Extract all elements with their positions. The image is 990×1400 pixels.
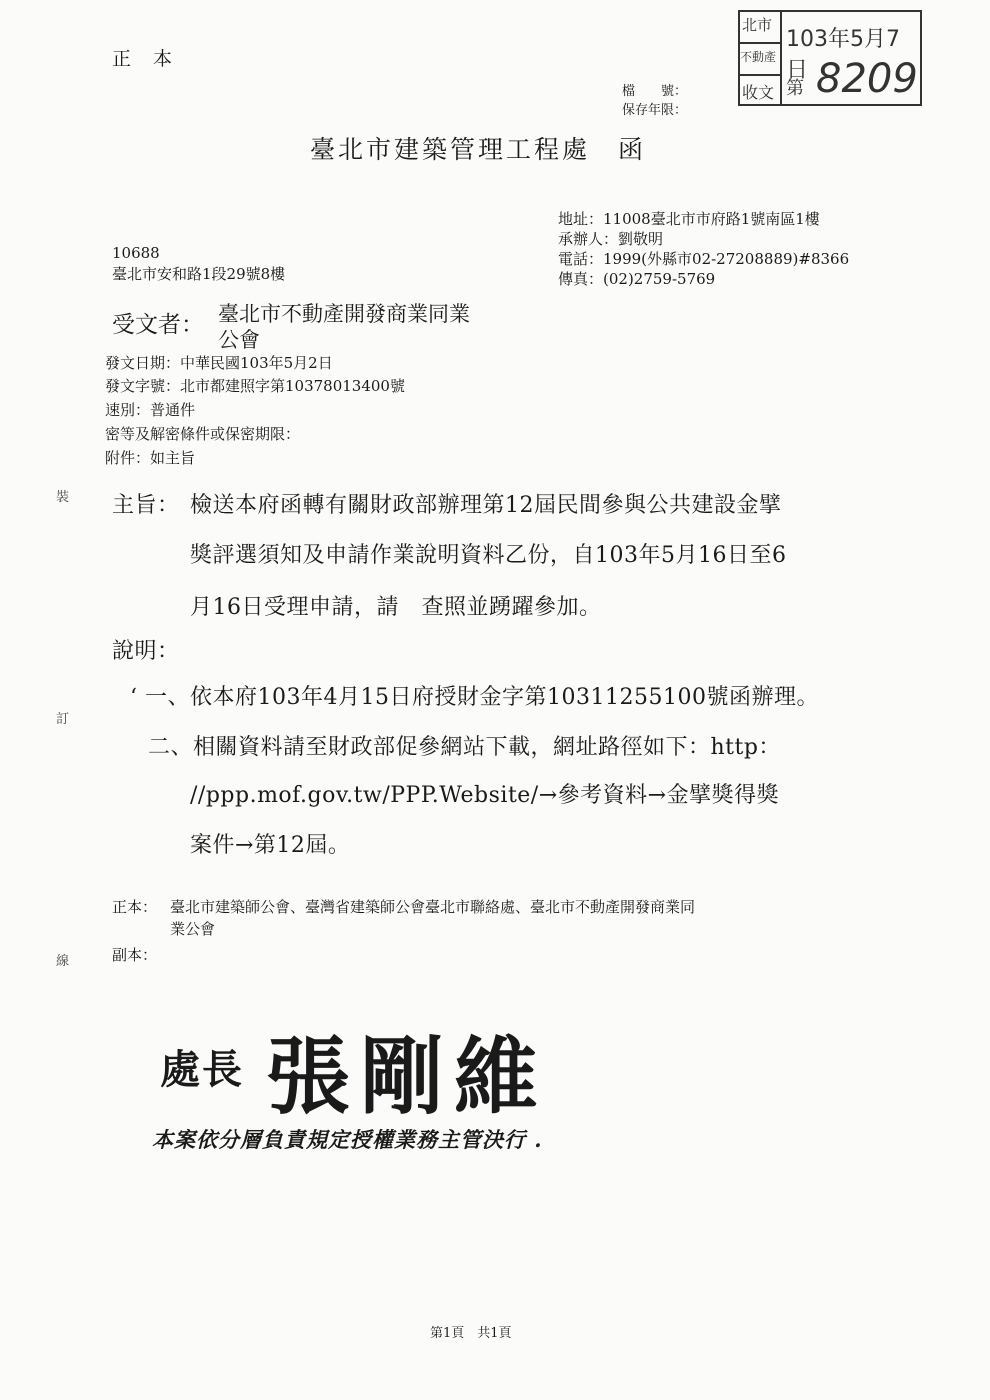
binding-mark: 訂 [56,712,70,727]
explanation-item-1: ‘ 一、依本府103年4月15日府授財金字第10311255100號函辦理。 [130,685,819,710]
copy-recipients-label: 副本： [112,946,158,964]
fax-number: 傳真：(02)2759-5769 [558,270,716,288]
subject-text: 獎評選須知及申請作業說明資料乙份，自103年5月16日至6 [190,543,787,568]
subject-label: 主旨： [112,493,180,518]
original-recipients: 臺北市建築師公會、臺灣省建築師公會臺北市聯絡處、臺北市不動產開發商業同 [170,898,696,916]
subject-text: 月16日受理申請，請 查照並踴躍參加。 [190,595,602,620]
subject-text: 檢送本府函轉有關財政部辦理第12屆民間參與公共建設金擘 [190,493,782,518]
stamp-received-label: 收文 [742,83,775,102]
recipient-name: 臺北市不動產開發商業同業 [218,302,470,326]
issue-number: 發文字號：北市都建照字第10378013400號 [105,377,405,395]
sender-address: 地址：11008臺北市市府路1號南區1樓 [558,210,820,228]
director-signature-name: 張剛維 [266,1027,549,1126]
stamp-city: 北市 [742,16,773,34]
archive-number-label: 檔 號： [622,84,688,99]
page-number: 第1頁 共1頁 [430,1326,512,1341]
director-title: 處長 [160,1046,244,1093]
handler-name: 承辦人：劉敬明 [558,230,664,248]
delivery-speed: 速別：普通件 [105,401,196,419]
copy-type-label: 正本 [112,48,195,70]
secrecy-level: 密等及解密條件或保密期限： [105,425,301,443]
explanation-item-2: 二、相關資料請至財政部促參網站下載，網址路徑如下：http： [148,735,781,760]
explanation-item-2-url: //ppp.mof.gov.tw/PPP.Website/→參考資料→金擘獎得獎 [190,783,780,808]
binding-mark: 線 [56,954,70,969]
explanation-label: 說明： [112,639,180,664]
stamp-divider [740,74,782,76]
explanation-item-2-end: 案件→第12屆。 [190,833,351,858]
recipient-postcode: 10688 [112,244,160,262]
original-recipients-label: 正本： [112,898,158,916]
retention-period-label: 保存年限： [622,103,688,118]
binding-mark: 裝 [56,490,70,505]
attachments: 附件：如主旨 [105,449,196,467]
stamp-divider [740,42,782,44]
stamp-divider [780,12,782,104]
receipt-stamp [738,10,922,106]
stamp-department: 不動產 [740,50,777,64]
phone-number: 電話：1999(外縣市02-27208889)#8366 [558,250,850,268]
document-title: 臺北市建築管理工程處 函 [310,135,647,164]
recipient-name-continued: 公會 [218,328,260,352]
original-recipients-continued: 業公會 [170,920,216,938]
issue-date: 發文日期：中華民國103年5月2日 [105,354,333,372]
recipient-address: 臺北市安和路1段29號8樓 [112,265,286,283]
stamp-handwritten-number: 8209 [816,56,918,102]
stamp-date: 103年5月7日 [786,27,900,83]
authorization-note: 本案依分層負責規定授權業務主管決行 . [152,1127,543,1152]
recipient-label: 受文者： [112,312,204,338]
stamp-number-prefix: 第 [786,78,804,99]
